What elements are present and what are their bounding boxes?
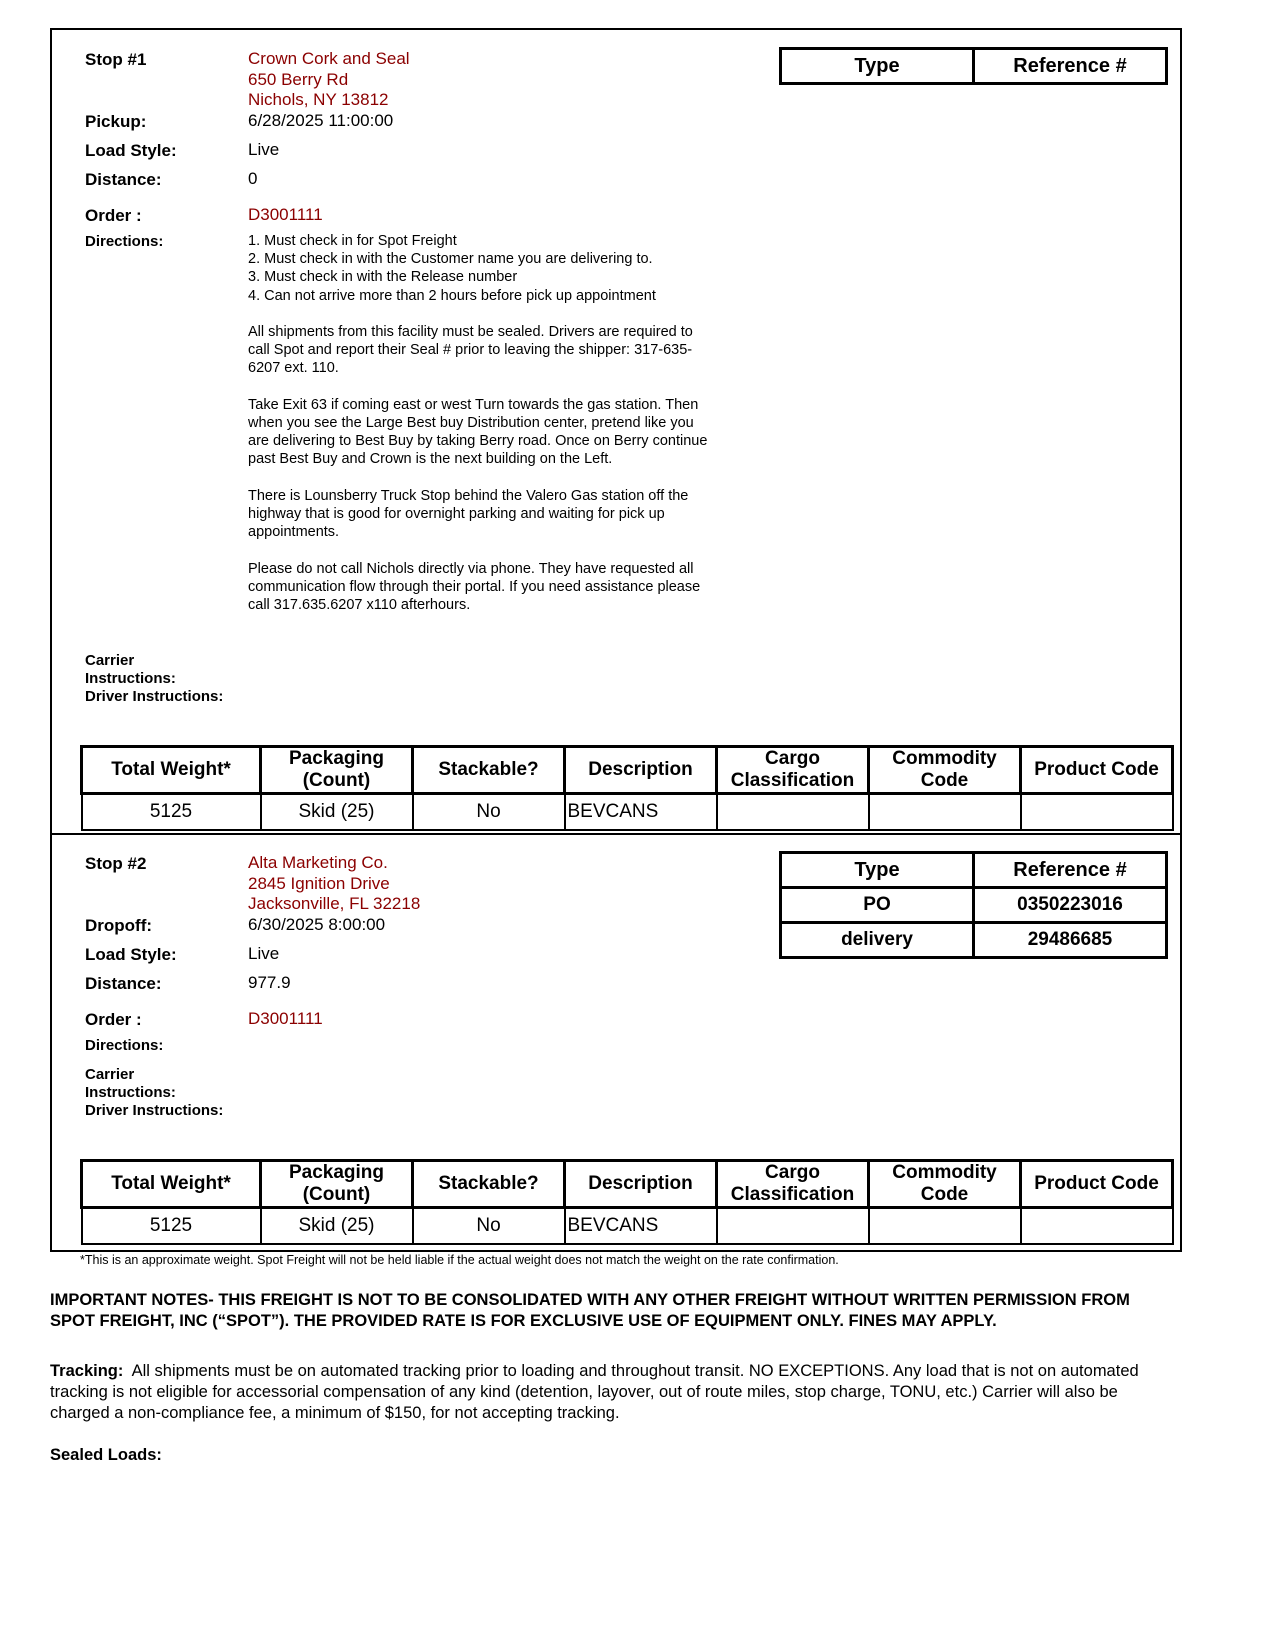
directions-paragraph-3: Take Exit 63 if coming east or west Turn towards the gas station. Then when you see the Large Best buy Distribution center, pretend like you are delivering to Best Buy by taking Berry road. Once on Berry continue past Best Buy and Crown is the next building on the Left. bbox=[248, 396, 708, 468]
cargo-row bbox=[82, 1208, 1173, 1245]
packaging-header: Packaging (Count) bbox=[261, 1161, 413, 1208]
commodity-code-header: Commodity Code bbox=[869, 747, 1021, 794]
cargo-header-row bbox=[82, 747, 1173, 794]
stop-1-title: Stop #1 bbox=[85, 50, 147, 69]
stop-2-title: Stop #2 bbox=[85, 854, 147, 873]
stop-2-address bbox=[248, 853, 420, 915]
stop-1-load-style-label: Load Style: bbox=[85, 141, 177, 160]
stop-2-reference-table bbox=[779, 851, 1168, 959]
stop-1-pickup-label: Pickup: bbox=[85, 112, 147, 131]
stop-2-distance: 977.9 bbox=[248, 973, 291, 992]
product-code-header: Product Code bbox=[1021, 747, 1173, 794]
reference-row bbox=[781, 888, 1167, 923]
reference-type-header: Type bbox=[781, 853, 974, 888]
reference-number-header: Reference # bbox=[974, 853, 1167, 888]
reference-type-header: Type bbox=[781, 49, 974, 84]
reference-header-row bbox=[781, 49, 1167, 84]
cargo-classification-header: Cargo Classification bbox=[717, 1161, 869, 1208]
carrier-label-line-2: Instructions: bbox=[85, 1084, 176, 1101]
total-weight-header: Total Weight* bbox=[82, 1161, 261, 1208]
stop-2-dropoff-label: Dropoff: bbox=[85, 916, 153, 935]
stop-2-street: 2845 Ignition Drive bbox=[248, 873, 390, 893]
stop-2-order: D3001111 bbox=[248, 1009, 323, 1028]
reference-header-row bbox=[781, 853, 1167, 888]
stop-2-cargo-table bbox=[80, 1159, 1174, 1245]
stop-2-load-style-label: Load Style: bbox=[85, 945, 177, 964]
stackable-cell: No bbox=[413, 1208, 565, 1245]
reference-number-cell: 0350223016 bbox=[974, 888, 1167, 923]
reference-type-cell: delivery bbox=[781, 923, 974, 958]
weight-disclaimer: *This is an approximate weight. Spot Freight will not be held liable if the actual weight does not match the weight on the rate confirmation. bbox=[80, 1253, 839, 1267]
description-header: Description bbox=[565, 1161, 717, 1208]
cargo-header-row bbox=[82, 1161, 1173, 1208]
stop-2-section bbox=[50, 833, 1182, 1252]
total-weight-cell: 5125 bbox=[82, 1208, 261, 1245]
stop-2-distance-label: Distance: bbox=[85, 974, 162, 993]
stop-1-address bbox=[248, 49, 410, 111]
sealed-loads-label: Sealed Loads: bbox=[50, 1446, 162, 1464]
stop-2-city: Jacksonville, FL 32218 bbox=[248, 894, 421, 913]
description-cell: BEVCANS bbox=[565, 1208, 717, 1245]
stop-1-directions bbox=[248, 232, 718, 614]
product-code-cell bbox=[1021, 1208, 1173, 1245]
stop-2-name: Alta Marketing Co. bbox=[248, 853, 388, 872]
directions-paragraph-1: 1. Must check in for Spot Freight 2. Must check in with the Customer name you are delivering to. 3. Must check in with the Release number 4. Can not arrive more than 2 hours before pick up appointment bbox=[248, 233, 656, 304]
stop-1-street: 650 Berry Rd bbox=[248, 69, 349, 89]
stackable-cell: No bbox=[413, 794, 565, 831]
stop-1-distance-label: Distance: bbox=[85, 170, 162, 189]
directions-paragraph-5: Please do not call Nichols directly via phone. They have requested all communication flow through their portal. If you need assistance please call 317.635.6207 x110 afterhours. bbox=[248, 560, 701, 613]
driver-instructions-label: Driver Instructions: bbox=[85, 1102, 224, 1119]
commodity-code-cell bbox=[869, 794, 1021, 831]
carrier-label-line-1: Carrier bbox=[85, 652, 135, 669]
tracking-label: Tracking: bbox=[50, 1362, 124, 1380]
directions-paragraph-4: There is Lounsberry Truck Stop behind the Valero Gas station off the highway that is good for overnight parking and waiting for pick up appointments. bbox=[248, 487, 689, 541]
driver-instructions-label: Driver Instructions: bbox=[85, 688, 224, 705]
stop-2-dropoff-time: 6/30/2025 8:00:00 bbox=[248, 915, 386, 934]
stop-1-name: Crown Cork and Seal bbox=[248, 49, 410, 68]
carrier-label-line-1: Carrier bbox=[85, 1066, 135, 1083]
directions-paragraph-2: All shipments from this facility must be sealed. Drivers are required to call Spot and report their Seal # prior to leaving the shipper: 317-635-6207 ext. 110. bbox=[248, 324, 693, 377]
tracking-notice bbox=[50, 1361, 1180, 1424]
product-code-cell bbox=[1021, 794, 1173, 831]
cargo-classification-cell bbox=[717, 794, 869, 831]
stop-1-pickup-time: 6/28/2025 11:00:00 bbox=[248, 111, 394, 130]
commodity-code-header: Commodity Code bbox=[869, 1161, 1021, 1208]
cargo-row bbox=[82, 794, 1173, 831]
stop-1-section bbox=[50, 28, 1182, 835]
cargo-classification-header: Cargo Classification bbox=[717, 747, 869, 794]
total-weight-header: Total Weight* bbox=[82, 747, 261, 794]
stackable-header: Stackable? bbox=[413, 747, 565, 794]
stop-2-load-style: Live bbox=[248, 944, 280, 963]
reference-type-cell: PO bbox=[781, 888, 974, 923]
product-code-header: Product Code bbox=[1021, 1161, 1173, 1208]
packaging-header: Packaging (Count) bbox=[261, 747, 413, 794]
description-header: Description bbox=[565, 747, 717, 794]
carrier-label-line-2: Instructions: bbox=[85, 670, 176, 687]
reference-number-cell: 29486685 bbox=[974, 923, 1167, 958]
stackable-header: Stackable? bbox=[413, 1161, 565, 1208]
stop-1-carrier-instructions-label bbox=[85, 652, 223, 706]
stop-1-directions-label: Directions: bbox=[85, 233, 164, 250]
stop-2-carrier-instructions-label bbox=[85, 1066, 223, 1120]
tracking-text: All shipments must be on automated tracking prior to loading and throughout transit. NO EXCEPTIONS. Any load that is not on automated tracking is not eligible for accessorial compensation of any kind (detention, layover, out of route miles, stop charge, TONU, etc.) Carrier will also be charged a non-compliance fee, a minimum of $150, for not accepting tracking. bbox=[50, 1362, 1139, 1422]
important-notes: IMPORTANT NOTES- THIS FREIGHT IS NOT TO BE CONSOLIDATED WITH ANY OTHER FREIGHT WITHOUT WRITTEN PERMISSION FROM SPOT FREIGHT, INC (“SPOT”). THE PROVIDED RATE IS FOR EXCLUSIVE USE OF EQUIPMENT ONLY. FINES MAY APPLY. bbox=[50, 1291, 1130, 1330]
cargo-classification-cell bbox=[717, 1208, 869, 1245]
reference-row bbox=[781, 923, 1167, 958]
packaging-cell: Skid (25) bbox=[261, 1208, 413, 1245]
packaging-cell: Skid (25) bbox=[261, 794, 413, 831]
stop-1-distance: 0 bbox=[248, 169, 258, 188]
total-weight-cell: 5125 bbox=[82, 794, 261, 831]
stop-1-order: D3001111 bbox=[248, 205, 323, 224]
description-cell: BEVCANS bbox=[565, 794, 717, 831]
stop-1-order-label: Order : bbox=[85, 206, 142, 225]
reference-number-header: Reference # bbox=[974, 49, 1167, 84]
stop-2-directions-label: Directions: bbox=[85, 1037, 164, 1054]
stop-1-load-style: Live bbox=[248, 140, 280, 159]
stop-1-reference-table bbox=[779, 47, 1168, 85]
stop-1-city: Nichols, NY 13812 bbox=[248, 90, 389, 109]
commodity-code-cell bbox=[869, 1208, 1021, 1245]
stop-1-cargo-table bbox=[80, 745, 1174, 831]
stop-2-order-label: Order : bbox=[85, 1010, 142, 1029]
